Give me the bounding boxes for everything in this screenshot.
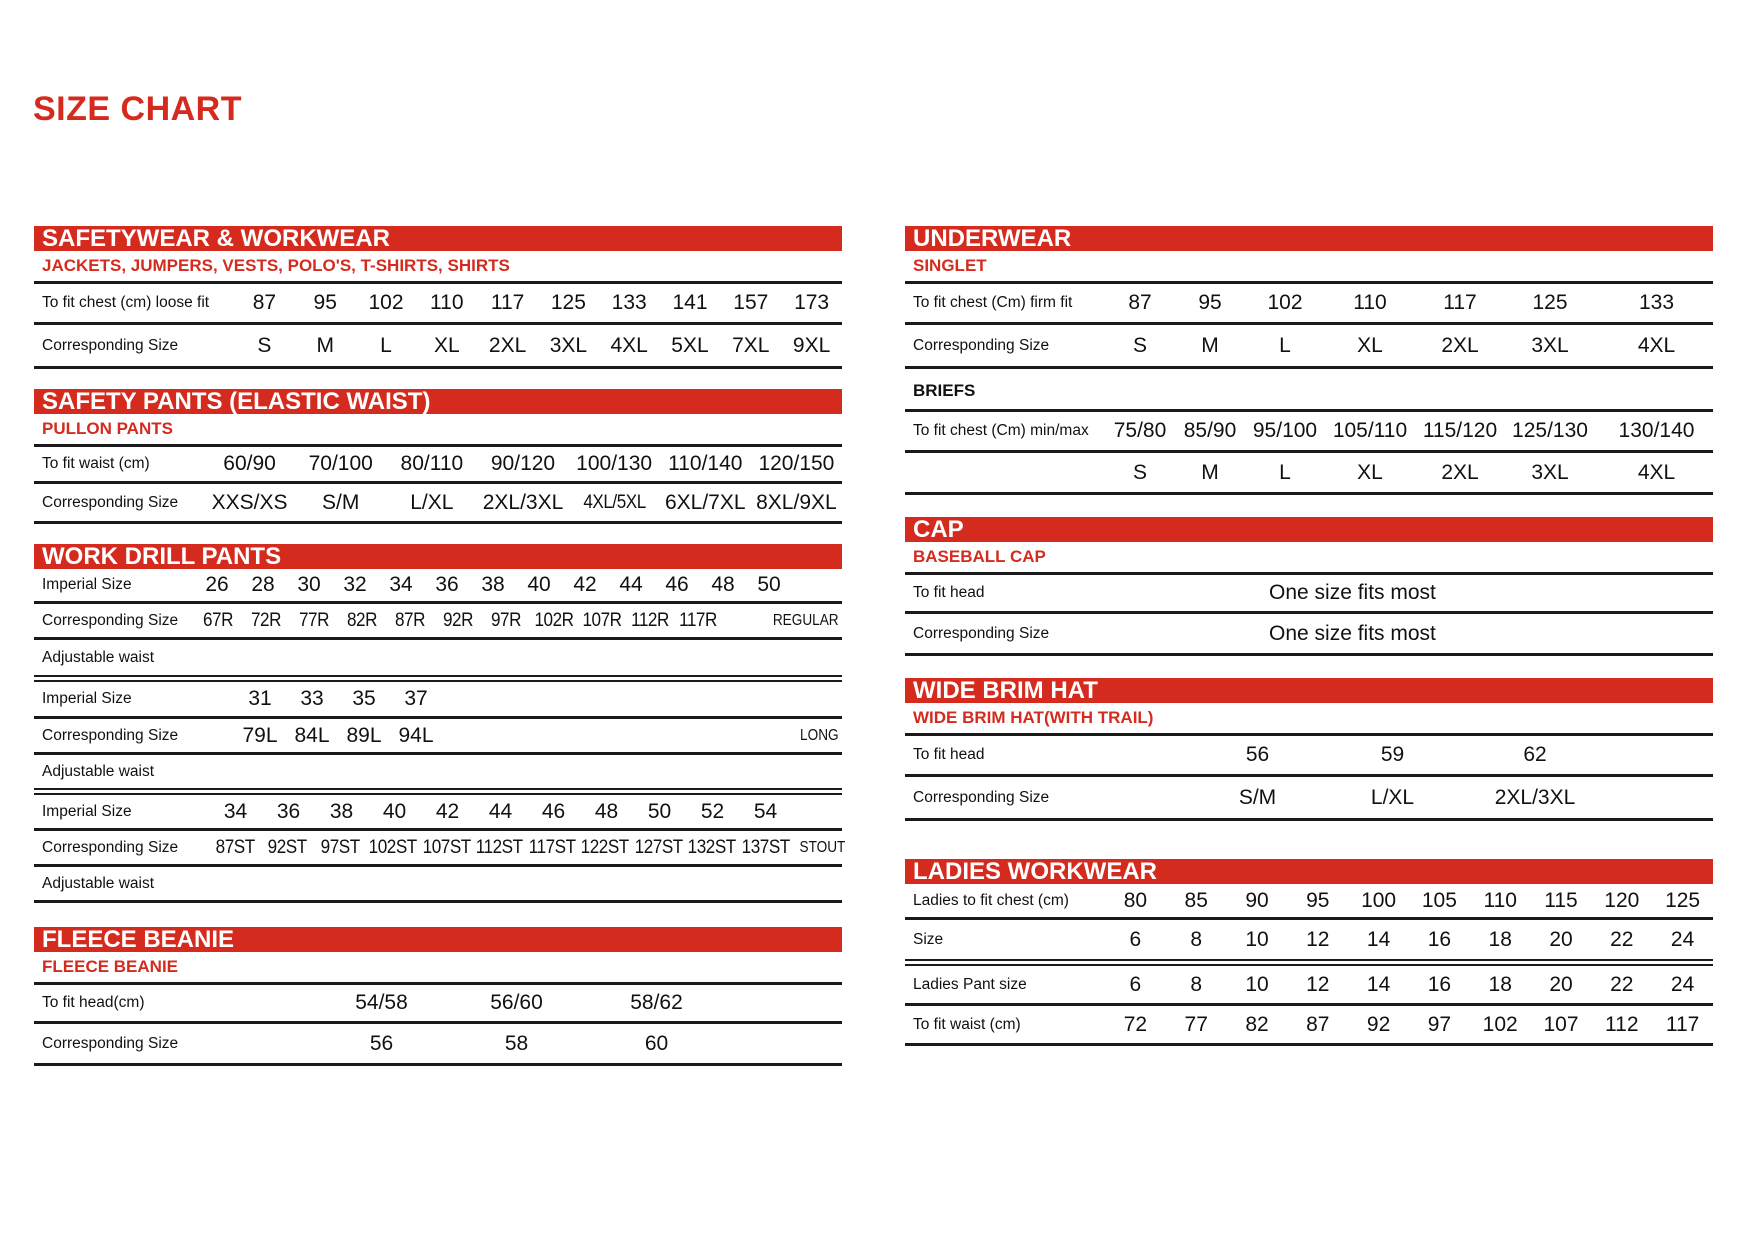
- cell: 85: [1184, 888, 1208, 912]
- row-label: Adjustable waist: [42, 648, 155, 666]
- cell: 60: [644, 1031, 669, 1055]
- cell: 34: [389, 573, 413, 596]
- cell: 14: [1366, 927, 1391, 951]
- cell: One size fits most: [1269, 621, 1436, 645]
- cell: 32: [343, 573, 367, 596]
- cell: 133: [611, 291, 647, 314]
- row-label: To fit chest (Cm) min/max: [913, 422, 1089, 439]
- row-label: Imperial Size: [42, 690, 132, 707]
- row-label: Corresponding Size: [42, 726, 179, 744]
- cell: 72: [1123, 1012, 1148, 1036]
- row-label: Corresponding Size: [913, 336, 1050, 354]
- cell: 75/80: [1113, 419, 1167, 442]
- cell: 130/140: [1618, 419, 1695, 442]
- left-column: [34, 226, 846, 1066]
- cell: 12: [1306, 927, 1330, 951]
- cell: 31: [248, 687, 272, 710]
- fit-tag-stout: STOUT: [799, 838, 846, 856]
- cell: 33: [300, 687, 324, 710]
- row-label: Corresponding Size: [42, 493, 179, 511]
- underwear-section: [905, 226, 1713, 495]
- cell: 48: [594, 799, 619, 823]
- cell: 85/90: [1183, 419, 1237, 442]
- wide-brim-subheading: WIDE BRIM HAT(WITH TRAIL): [913, 708, 1154, 727]
- row-label: Adjustable waist: [42, 874, 155, 892]
- cell: XL: [433, 333, 460, 357]
- cell: 3XL: [1531, 460, 1569, 484]
- cell: 105/110: [1332, 419, 1408, 442]
- cell: 8: [1190, 927, 1203, 951]
- cell: 50: [757, 573, 781, 596]
- cell: L/XL: [410, 490, 454, 514]
- cell: 2XL: [1441, 333, 1479, 357]
- cell: 46: [541, 799, 566, 823]
- hat-size-row: [905, 777, 1713, 821]
- cell: 102: [1482, 1012, 1518, 1036]
- cell: 120: [1604, 888, 1640, 912]
- row-label: Corresponding Size: [42, 838, 179, 856]
- cell: 38: [481, 573, 505, 596]
- regular-size-row: [34, 604, 842, 640]
- cell: 95: [1306, 888, 1330, 912]
- cell: 92R: [442, 609, 474, 631]
- cap-head-row: [905, 572, 1713, 614]
- row-label: To fit chest (cm) loose fit: [42, 294, 210, 311]
- cell: 9XL: [792, 333, 831, 357]
- cell: 117: [1443, 291, 1477, 314]
- safetywear-section: [34, 226, 842, 369]
- cell: 137ST: [741, 836, 790, 858]
- row-label: To fit waist (cm): [42, 455, 150, 472]
- cell: 42: [573, 573, 597, 596]
- cell: 35: [352, 687, 376, 710]
- cell: 42: [435, 799, 460, 823]
- cell: 50: [647, 799, 672, 823]
- cell: 125: [1665, 888, 1701, 912]
- cell: 82: [1245, 1012, 1269, 1036]
- cell: 112: [1605, 1012, 1639, 1036]
- cell: 125: [1532, 291, 1568, 314]
- cell: 90: [1245, 888, 1269, 912]
- cell: 84L: [294, 723, 330, 747]
- fit-tag-long: LONG: [800, 726, 839, 744]
- cell: 87: [1306, 1012, 1330, 1036]
- cell: 54/58: [355, 991, 408, 1014]
- cell: 97ST: [320, 836, 360, 858]
- right-column: [905, 226, 1713, 1046]
- cell: 122ST: [580, 836, 629, 858]
- cell: 67R: [202, 609, 234, 631]
- cell: 2XL/3XL: [482, 490, 564, 514]
- wide-brim-heading: WIDE BRIM HAT: [905, 678, 1713, 703]
- cell: 58/62: [630, 991, 683, 1014]
- cell: 8: [1190, 972, 1203, 996]
- beanie-size-row: [34, 1024, 842, 1066]
- cell: 112ST: [475, 836, 523, 858]
- cell: 95/100: [1252, 419, 1318, 442]
- beanie-head-row: [34, 982, 842, 1024]
- cell: 117: [490, 291, 525, 314]
- ladies-waist-row: [905, 1006, 1713, 1046]
- cell: 40: [382, 799, 407, 823]
- cell: 6: [1129, 927, 1142, 951]
- singlet-size-row: [905, 325, 1713, 369]
- row-label: Corresponding Size: [913, 624, 1050, 642]
- cell: 3XL: [1531, 333, 1569, 357]
- row-label: To fit head: [913, 584, 985, 601]
- cell: 125/130: [1512, 419, 1588, 442]
- cell: 3XL: [549, 333, 588, 357]
- cell: 102: [368, 291, 404, 314]
- cell: M: [1201, 460, 1219, 484]
- safetywear-chest-row: [34, 281, 842, 325]
- ladies-chest-row: [905, 884, 1713, 920]
- cap-heading: CAP: [905, 517, 1713, 542]
- work-drill-heading: WORK DRILL PANTS: [34, 544, 842, 569]
- cell: 102ST: [368, 836, 418, 858]
- cell: M: [1201, 333, 1219, 357]
- cell: 4XL: [1637, 333, 1676, 357]
- cell: 95: [1198, 291, 1222, 314]
- row-label: Corresponding Size: [42, 1034, 179, 1052]
- cell: 24: [1670, 927, 1695, 951]
- fleece-beanie-heading: FLEECE BEANIE: [34, 927, 842, 952]
- cell: 87ST: [215, 836, 255, 858]
- regular-waist-row: [34, 640, 842, 682]
- hat-head-row: [905, 733, 1713, 777]
- cell: 4XL/5XL: [582, 491, 646, 513]
- regular-imperial-row: [34, 569, 842, 604]
- ladies-section: [905, 859, 1713, 1046]
- cell: 87: [1128, 291, 1152, 314]
- safety-pants-section: [34, 389, 842, 524]
- fleece-beanie-subheading: FLEECE BEANIE: [42, 957, 179, 976]
- cell: 24: [1670, 972, 1695, 996]
- ladies-heading: LADIES WORKWEAR: [905, 859, 1713, 884]
- cell: 16: [1427, 927, 1452, 951]
- stout-size-row: [34, 831, 846, 867]
- cell: 110: [1483, 888, 1517, 912]
- cell: 100: [1361, 888, 1397, 912]
- cell: 2XL: [1441, 460, 1479, 484]
- cell: 5XL: [671, 333, 709, 357]
- row-label: Imperial Size: [42, 802, 132, 820]
- cell: 46: [665, 573, 689, 596]
- cell: 60/90: [223, 452, 276, 475]
- cell: 97R: [490, 609, 522, 631]
- cell: 37: [404, 687, 428, 710]
- fit-tag-regular: REGULAR: [772, 611, 839, 629]
- cell: L: [380, 333, 392, 357]
- cell: 141: [672, 291, 708, 314]
- cell: 77R: [298, 609, 330, 631]
- cell: 97: [1427, 1012, 1452, 1036]
- cell: 92ST: [268, 836, 308, 858]
- cell: 6: [1129, 972, 1142, 996]
- safetywear-size-row: [34, 325, 842, 369]
- cell: 87R: [394, 609, 426, 631]
- cell: 80/110: [400, 452, 464, 475]
- cell: 107: [1543, 1012, 1579, 1036]
- cell: 92: [1366, 1012, 1391, 1036]
- cell: 62: [1523, 743, 1547, 766]
- cap-size-row: [905, 614, 1713, 656]
- cell: 56: [369, 1031, 394, 1055]
- cell: M: [316, 333, 334, 357]
- safety-pants-subheading: PULLON PANTS: [42, 419, 173, 438]
- cell: 4XL: [1637, 460, 1676, 484]
- singlet-subheading: SINGLET: [913, 256, 987, 275]
- safety-pants-size-row: [34, 484, 842, 524]
- long-size-row: [34, 719, 842, 755]
- cell: 107ST: [422, 836, 471, 858]
- cell: 110/140: [668, 452, 743, 475]
- cell: L: [1279, 460, 1291, 484]
- cell: 102R: [534, 609, 574, 631]
- cell: S: [1132, 333, 1147, 357]
- cell: 22: [1610, 927, 1634, 951]
- cell: 125: [550, 291, 586, 314]
- cell: One size fits most: [1269, 581, 1436, 604]
- page-title: SIZE CHART: [33, 90, 242, 128]
- cell: 16: [1427, 972, 1452, 996]
- row-label: Ladies to fit chest (cm): [913, 891, 1069, 909]
- cell: 77: [1184, 1012, 1208, 1036]
- wide-brim-section: [905, 678, 1713, 821]
- briefs-subheading: BRIEFS: [913, 381, 976, 400]
- cell: 48: [711, 573, 735, 596]
- ladies-pant-row: [905, 966, 1713, 1006]
- cell: 82R: [346, 609, 378, 631]
- cell: 173: [794, 291, 830, 314]
- cell: 28: [251, 573, 275, 596]
- cap-subheading: BASEBALL CAP: [913, 547, 1046, 566]
- row-label: Corresponding Size: [42, 336, 179, 354]
- cell: 44: [619, 573, 643, 596]
- row-label: Ladies Pant size: [913, 975, 1027, 993]
- cell: 10: [1245, 972, 1269, 996]
- ladies-size-row: [905, 920, 1713, 966]
- cell: 110: [1353, 291, 1387, 314]
- long-waist-row: [34, 755, 842, 795]
- cell: 59: [1380, 743, 1405, 766]
- cell: 2XL/3XL: [1494, 785, 1576, 809]
- cell: 40: [527, 573, 551, 596]
- long-imperial-row: [34, 682, 842, 719]
- cell: 56/60: [490, 991, 543, 1014]
- cell: XL: [1357, 333, 1383, 357]
- cell: 26: [205, 573, 229, 596]
- cell: 79L: [242, 723, 278, 747]
- cell: 70/100: [308, 452, 373, 475]
- cell: 38: [329, 799, 354, 823]
- cell: 115/120: [1422, 419, 1498, 442]
- work-drill-section: [34, 544, 846, 903]
- cell: 95: [313, 291, 337, 314]
- cell: 18: [1488, 972, 1512, 996]
- stout-waist-row: [34, 867, 842, 903]
- safetywear-heading: SAFETYWEAR & WORKWEAR: [34, 226, 842, 251]
- cell: 14: [1366, 972, 1391, 996]
- cell: 133: [1638, 291, 1675, 314]
- cell: 100/130: [576, 452, 653, 475]
- row-label: Imperial Size: [42, 576, 132, 593]
- cap-section: [905, 517, 1713, 656]
- cell: 107R: [582, 609, 622, 631]
- cell: 30: [297, 573, 321, 596]
- cell: 12: [1306, 972, 1330, 996]
- cell: 80: [1123, 888, 1148, 912]
- cell: 94L: [398, 723, 434, 747]
- cell: 7XL: [732, 333, 770, 357]
- cell: 132ST: [687, 836, 736, 858]
- row-label: Corresponding Size: [42, 611, 179, 629]
- cell: 89L: [346, 723, 382, 747]
- row-label: Corresponding Size: [913, 788, 1050, 806]
- singlet-chest-row: [905, 281, 1713, 325]
- cell: L/XL: [1370, 785, 1415, 809]
- cell: XXS/XS: [211, 490, 288, 514]
- cell: 102: [1267, 291, 1303, 314]
- row-label: Size: [913, 930, 944, 948]
- row-label: To fit head: [913, 746, 985, 763]
- cell: 117R: [679, 609, 717, 631]
- cell: 20: [1549, 972, 1573, 996]
- safety-pants-heading: SAFETY PANTS (ELASTIC WAIST): [34, 389, 842, 414]
- cell: 4XL: [610, 333, 648, 357]
- row-label: To fit head(cm): [42, 994, 145, 1011]
- cell: 22: [1610, 972, 1634, 996]
- cell: 105: [1421, 888, 1457, 912]
- cell: 2XL: [488, 333, 527, 357]
- row-label: Adjustable waist: [42, 762, 155, 780]
- row-label: To fit chest (Cm) firm fit: [913, 294, 1073, 311]
- cell: 54: [753, 799, 778, 823]
- cell: 36: [276, 799, 301, 823]
- cell: 18: [1488, 927, 1512, 951]
- cell: S: [1132, 460, 1147, 484]
- cell: L: [1279, 333, 1291, 357]
- cell: 52: [700, 799, 725, 823]
- cell: 120/150: [758, 452, 835, 475]
- cell: 115: [1544, 888, 1578, 912]
- cell: 20: [1549, 927, 1573, 951]
- cell: 44: [488, 799, 513, 823]
- cell: 117: [1665, 1012, 1700, 1036]
- cell: 90/120: [490, 452, 556, 475]
- cell: 58: [504, 1031, 529, 1055]
- briefs-chest-row: [905, 409, 1713, 453]
- safety-pants-waist-row: [34, 444, 842, 484]
- stout-imperial-row: [34, 795, 842, 831]
- cell: 127ST: [634, 836, 683, 858]
- row-label: To fit waist (cm): [913, 1015, 1021, 1033]
- cell: 36: [435, 573, 459, 596]
- cell: 157: [733, 291, 769, 314]
- cell: XL: [1357, 460, 1383, 484]
- cell: 8XL/9XL: [756, 490, 837, 514]
- cell: 72R: [250, 609, 282, 631]
- safetywear-subheading: JACKETS, JUMPERS, VESTS, POLO'S, T-SHIRTS, SHIRTS: [42, 256, 510, 275]
- cell: 87: [252, 291, 277, 314]
- cell: 6XL/7XL: [664, 490, 746, 514]
- cell: 117ST: [528, 836, 576, 858]
- fleece-beanie-section: [34, 927, 842, 1066]
- briefs-size-row: [905, 453, 1713, 495]
- cell: S/M: [1238, 785, 1277, 809]
- cell: 34: [223, 799, 248, 823]
- underwear-heading: UNDERWEAR: [905, 226, 1713, 251]
- cell: 56: [1245, 743, 1270, 766]
- cell: 112R: [631, 609, 669, 631]
- cell: 110: [430, 291, 464, 314]
- cell: 10: [1245, 927, 1269, 951]
- cell: S/M: [322, 490, 360, 514]
- cell: S: [257, 333, 272, 357]
